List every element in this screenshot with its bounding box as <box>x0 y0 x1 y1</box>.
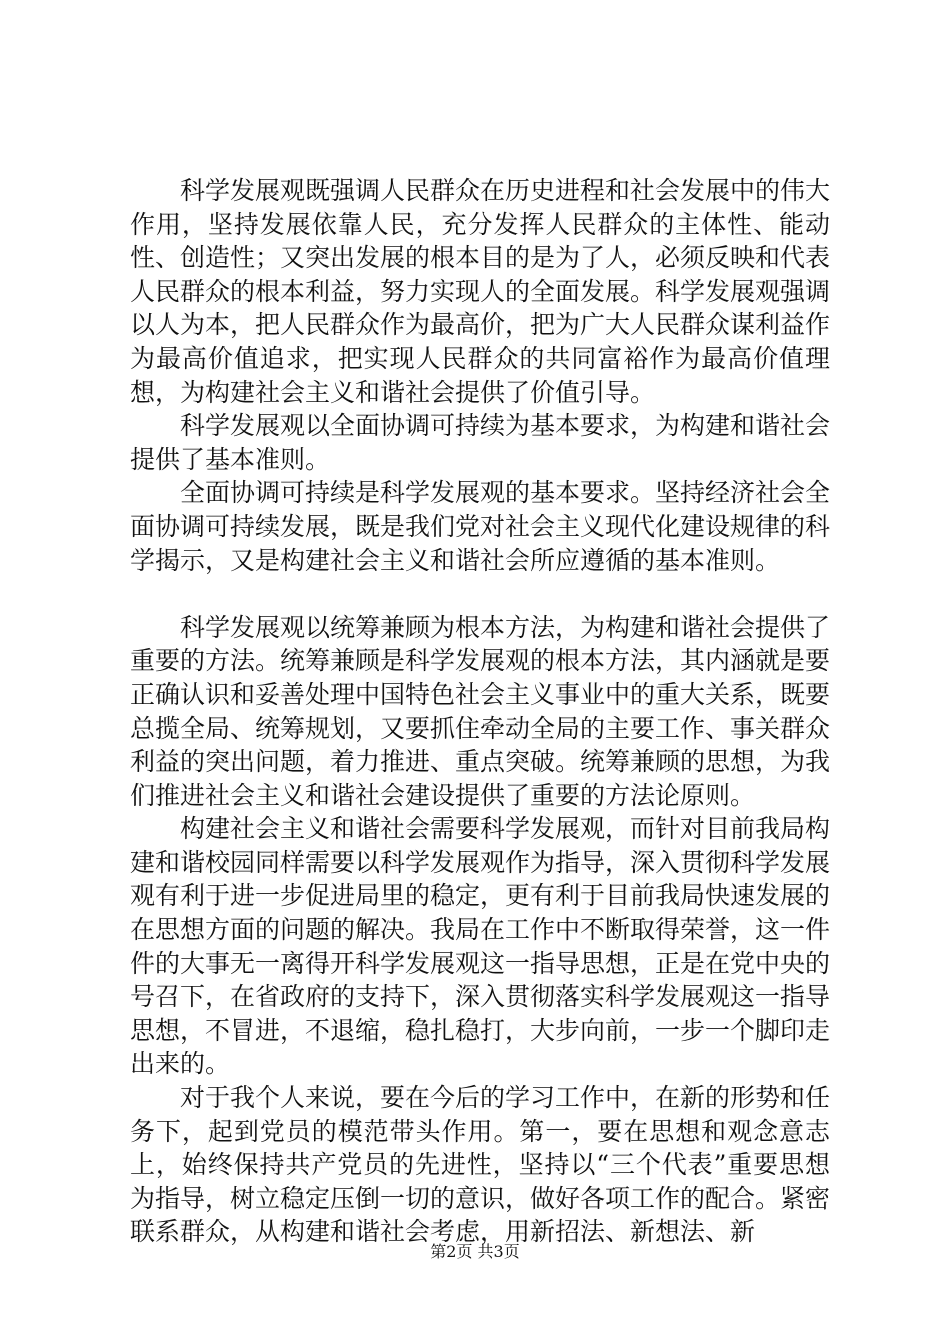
paragraph-basic-requirement: 全面协调可持续是科学发展观的基本要求。坚持经济社会全面协调可持续发展，既是我们党对社会主义现代化建设规律的科学揭示，又是构建社会主义和谐社会所应遵循的基本准则。 <box>130 478 831 575</box>
page-footer: 第2页 共3页 <box>430 1242 520 1261</box>
document-body <box>130 174 830 1249</box>
paragraph-harmonious-campus: 构建社会主义和谐社会需要科学发展观，而针对目前我局构建和谐校园同样需要以科学发展观作为指导，深入贯彻科学发展观有利于进一步促进局里的稳定，更有利于目前我局快速发展的在思想方面的问题的解决。我局在工作中不断取得荣誉，这一件件的大事无一离得开科学发展观这一指导思想，正是在党中央的号召下，在省政府的支持下，深入贯彻落实科学发展观这一指导思想，不冒进，不退缩，稳扎稳打，大步向前，一步一个脚印走出来的。 <box>130 814 831 1079</box>
paragraph-personal-commitment: 对于我个人来说，要在今后的学习工作中，在新的形势和任务下，起到党员的模范带头作用。第一，要在思想和观念意志上，始终保持共产党员的先进性，坚持以“三个代表”重要思想为指导，树立稳定压倒一切的意识，做好各项工作的配合。紧密联系群众，从构建和谐社会考虑，用新招法、新想法、新 <box>130 1083 831 1247</box>
paragraph-basic-requirement-heading: 科学发展观以全面协调可持续为基本要求，为构建和谐社会提供了基本准则。 <box>130 411 831 474</box>
paragraph-fundamental-method: 科学发展观以统筹兼顾为根本方法，为构建和谐社会提供了重要的方法。统筹兼顾是科学发展观的根本方法，其内涵就是要正确认识和妥善处理中国特色社会主义事业中的重大关系，既要总揽全局、统筹规划，又要抓住牵动全局的主要工作、事关群众利益的突出问题，着力推进、重点突破。统筹兼顾的思想，为我们推进社会主义和谐社会建设提供了重要的方法论原则。 <box>130 612 831 810</box>
paragraph-people-centered: 科学发展观既强调人民群众在历史进程和社会发展中的伟大作用，坚持发展依靠人民，充分发挥人民群众的主体性、能动性、创造性；又突出发展的根本目的是为了人，必须反映和代表人民群众的根本利益，努力实现人的全面发展。科学发展观强调以人为本，把人民群众作为最高价，把为广大人民群众谋利益作为最高价值追求，把实现人民群众的共同富裕作为最高价值理想，为构建社会主义和谐社会提供了价值引导。 <box>130 176 831 407</box>
